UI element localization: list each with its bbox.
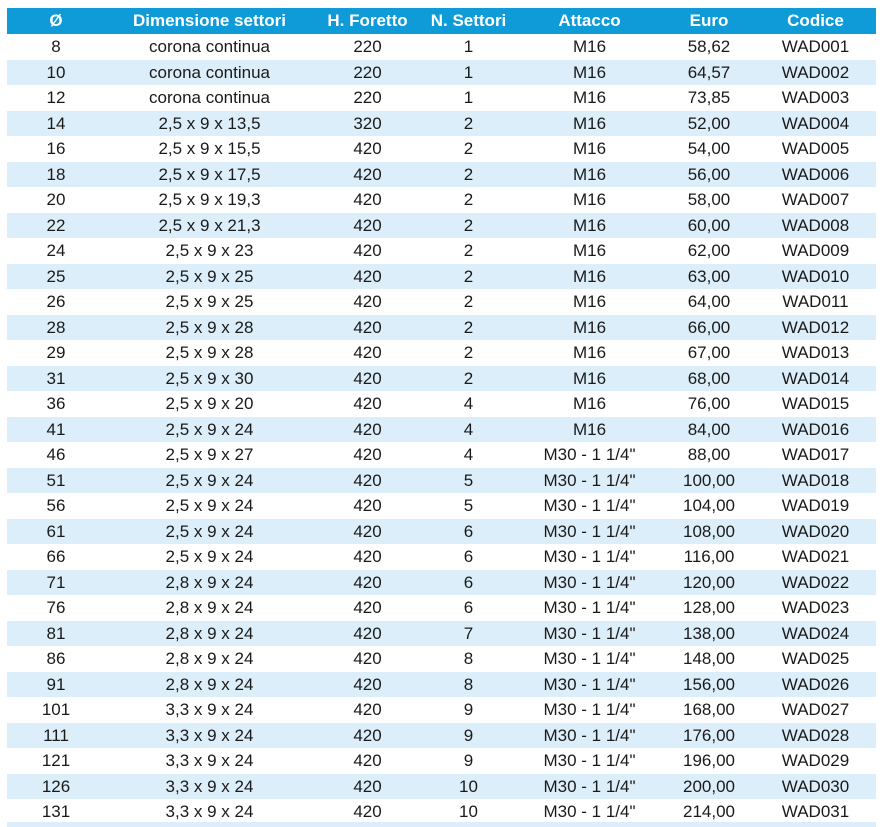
height-cell: 420 [353, 190, 382, 210]
sector-size-cell: 2,5 x 9 x 21,3 [105, 213, 314, 239]
code-cell: WAD023 [781, 598, 850, 618]
price-cell: 200,00 [663, 774, 755, 800]
price-cell: 84,00 [663, 417, 755, 443]
height-cell: 420 [353, 394, 382, 414]
height-cell: 420 [353, 496, 382, 516]
attachment-cell: M16 [516, 264, 663, 290]
sector-size-cell: 2,8 x 9 x 24 [105, 570, 314, 596]
sector-size-cell: corona continua [149, 37, 270, 57]
code-cell: WAD017 [781, 445, 850, 465]
attachment-cell: M30 - 1 1/4" [516, 672, 663, 698]
code-cell: WAD005 [781, 139, 850, 159]
sector-count-cell: 6 [421, 570, 516, 596]
attachment-cell: M30 - 1 1/4" [543, 802, 636, 822]
attachment-cell: M30 - 1 1/4" [543, 496, 636, 516]
sector-count-cell: 2 [463, 190, 474, 210]
attachment-cell: M30 - 1 1/4" [543, 598, 636, 618]
sector-size-cell: 2,5 x 9 x 17,5 [105, 162, 314, 188]
sector-count-cell: 2 [463, 139, 474, 159]
diameter-cell: 8 [51, 37, 61, 57]
table-row [7, 34, 876, 60]
price-cell: 66,00 [663, 315, 755, 341]
sector-count-cell: 2 [421, 264, 516, 290]
sector-count-cell: 2 [463, 292, 474, 312]
height-cell: 420 [314, 621, 421, 647]
attachment-cell: M16 [516, 111, 663, 137]
attachment-cell: M30 - 1 1/4" [543, 649, 636, 669]
height-cell: 420 [353, 241, 382, 261]
sector-size-cell: 3,3 x 9 x 24 [105, 774, 314, 800]
code-cell: WAD014 [755, 366, 876, 392]
price-table [7, 8, 876, 825]
diameter-cell: 14 [7, 111, 105, 137]
sector-size-cell: corona continua [105, 60, 314, 86]
code-cell: WAD010 [755, 264, 876, 290]
sector-size-cell: 2,8 x 9 x 24 [165, 649, 254, 669]
sector-count-cell: 9 [463, 700, 474, 720]
sector-size-cell: 2,8 x 9 x 24 [105, 621, 314, 647]
diameter-cell: 86 [46, 649, 66, 669]
code-cell: WAD007 [781, 190, 850, 210]
sector-size-cell: 2,5 x 9 x 25 [165, 292, 254, 312]
height-cell: 420 [353, 751, 382, 771]
sector-count-cell: 2 [421, 162, 516, 188]
sector-count-cell: 9 [463, 751, 474, 771]
sector-size-cell: 2,8 x 9 x 24 [165, 598, 254, 618]
diameter-cell: 51 [7, 468, 105, 494]
price-cell: 156,00 [663, 672, 755, 698]
table-row [7, 774, 876, 800]
height-cell: 420 [314, 723, 421, 749]
price-cell: 67,00 [687, 343, 731, 363]
diameter-cell: 28 [7, 315, 105, 341]
sector-count-cell: 5 [421, 468, 516, 494]
code-cell: WAD009 [781, 241, 850, 261]
table-row [7, 85, 876, 111]
diameter-cell: 25 [7, 264, 105, 290]
table-row [7, 289, 876, 315]
diameter-cell: 24 [46, 241, 66, 261]
height-cell: 420 [314, 315, 421, 341]
attachment-cell: M16 [572, 394, 607, 414]
code-cell: WAD006 [755, 162, 876, 188]
diameter-cell: 81 [7, 621, 105, 647]
table-row [7, 391, 876, 417]
table-bottom-strip [7, 822, 876, 827]
diameter-cell: 26 [46, 292, 66, 312]
attachment-cell: M16 [572, 37, 607, 57]
diameter-cell: 41 [7, 417, 105, 443]
code-cell: WAD022 [755, 570, 876, 596]
code-cell: WAD015 [781, 394, 850, 414]
height-cell: 420 [314, 366, 421, 392]
header-sector-size: Dimensione settori [105, 8, 314, 34]
attachment-cell: M16 [516, 162, 663, 188]
attachment-cell: M30 - 1 1/4" [543, 445, 636, 465]
price-cell: 62,00 [687, 241, 731, 261]
attachment-cell: M16 [516, 417, 663, 443]
price-cell: 168,00 [683, 700, 735, 720]
sector-size-cell: 2,5 x 9 x 28 [165, 343, 254, 363]
sector-size-cell: 2,5 x 9 x 13,5 [105, 111, 314, 137]
sector-count-cell: 8 [463, 649, 474, 669]
table-row [7, 315, 876, 341]
sector-count-cell: 10 [459, 802, 478, 822]
sector-count-cell: 1 [463, 88, 474, 108]
header-diameter: Ø [7, 8, 105, 34]
price-cell: 138,00 [663, 621, 755, 647]
table-row [7, 417, 876, 443]
table-row [7, 544, 876, 570]
attachment-cell: M30 - 1 1/4" [516, 570, 663, 596]
attachment-cell: M30 - 1 1/4" [516, 621, 663, 647]
sector-count-cell: 4 [421, 417, 516, 443]
table-row [7, 493, 876, 519]
code-cell: WAD028 [755, 723, 876, 749]
sector-size-cell: 2,5 x 9 x 24 [165, 496, 254, 516]
sector-size-cell: 3,3 x 9 x 24 [165, 700, 254, 720]
attachment-cell: M16 [516, 213, 663, 239]
price-cell: 128,00 [683, 598, 735, 618]
attachment-cell: M30 - 1 1/4" [516, 519, 663, 545]
price-cell: 116,00 [683, 547, 735, 567]
header-price: Euro [663, 8, 755, 34]
height-cell: 420 [314, 264, 421, 290]
attachment-cell: M16 [572, 139, 607, 159]
code-cell: WAD026 [755, 672, 876, 698]
header-code: Codice [755, 8, 876, 34]
code-cell: WAD024 [755, 621, 876, 647]
diameter-cell: 56 [46, 496, 66, 516]
attachment-cell: M30 - 1 1/4" [516, 723, 663, 749]
attachment-cell: M16 [572, 292, 607, 312]
sector-size-cell: 2,5 x 9 x 24 [165, 547, 254, 567]
table-row [7, 264, 876, 290]
height-cell: 420 [353, 139, 382, 159]
diameter-cell: 101 [41, 700, 71, 720]
table-row [7, 366, 876, 392]
table-row [7, 162, 876, 188]
diameter-cell: 91 [7, 672, 105, 698]
table-row [7, 213, 876, 239]
code-cell: WAD030 [755, 774, 876, 800]
sector-count-cell: 10 [421, 774, 516, 800]
diameter-cell: 36 [46, 394, 66, 414]
diameter-cell: 66 [46, 547, 66, 567]
code-cell: WAD012 [755, 315, 876, 341]
height-cell: 420 [314, 519, 421, 545]
table-row [7, 621, 876, 647]
code-cell: WAD025 [781, 649, 850, 669]
table-row [7, 340, 876, 366]
code-cell: WAD021 [781, 547, 850, 567]
diameter-cell: 20 [46, 190, 66, 210]
code-cell: WAD002 [755, 60, 876, 86]
price-cell: 58,00 [687, 190, 731, 210]
table-row [7, 468, 876, 494]
code-cell: WAD011 [782, 292, 849, 312]
price-cell: 100,00 [663, 468, 755, 494]
table-row [7, 519, 876, 545]
diameter-cell: 18 [7, 162, 105, 188]
attachment-cell: M16 [572, 190, 607, 210]
height-cell: 420 [353, 649, 382, 669]
diameter-cell: 22 [7, 213, 105, 239]
price-cell: 108,00 [663, 519, 755, 545]
sector-size-cell: 2,5 x 9 x 19,3 [158, 190, 261, 210]
price-cell: 88,00 [687, 445, 731, 465]
price-cell: 56,00 [663, 162, 755, 188]
sector-size-cell: 2,5 x 9 x 25 [105, 264, 314, 290]
sector-count-cell: 2 [421, 366, 516, 392]
code-cell: WAD003 [781, 88, 850, 108]
height-cell: 420 [314, 774, 421, 800]
diameter-cell: 29 [46, 343, 66, 363]
table-header-row [7, 8, 876, 34]
sector-count-cell: 4 [463, 394, 474, 414]
height-cell: 220 [353, 37, 382, 57]
sector-count-cell: 1 [463, 37, 474, 57]
sector-size-cell: 2,5 x 9 x 23 [165, 241, 254, 261]
header-attachment: Attacco [516, 8, 663, 34]
diameter-cell: 126 [7, 774, 105, 800]
attachment-cell: M16 [516, 366, 663, 392]
code-cell: WAD031 [781, 802, 850, 822]
table-body [7, 34, 876, 825]
height-cell: 420 [353, 343, 382, 363]
height-cell: 420 [353, 547, 382, 567]
height-cell: 420 [353, 292, 382, 312]
header-height: H. Foretto [314, 8, 421, 34]
table-row [7, 111, 876, 137]
sector-size-cell: 3,3 x 9 x 24 [105, 723, 314, 749]
height-cell: 420 [314, 672, 421, 698]
price-cell: 104,00 [683, 496, 735, 516]
attachment-cell: M16 [516, 60, 663, 86]
sector-count-cell: 7 [421, 621, 516, 647]
height-cell: 420 [314, 417, 421, 443]
table-row [7, 723, 876, 749]
sector-count-cell: 1 [421, 60, 516, 86]
table-row [7, 595, 876, 621]
sector-size-cell: 2,5 x 9 x 24 [105, 417, 314, 443]
price-cell: 64,57 [663, 60, 755, 86]
code-cell: WAD001 [781, 37, 850, 57]
sector-count-cell: 6 [463, 547, 474, 567]
diameter-cell: 131 [41, 802, 71, 822]
diameter-cell: 61 [7, 519, 105, 545]
price-cell: 52,00 [663, 111, 755, 137]
table-row [7, 60, 876, 86]
code-cell: WAD013 [781, 343, 850, 363]
price-cell: 196,00 [683, 751, 735, 771]
height-cell: 420 [314, 213, 421, 239]
attachment-cell: M30 - 1 1/4" [543, 751, 636, 771]
height-cell: 420 [353, 802, 382, 822]
sector-size-cell: 2,5 x 9 x 28 [105, 315, 314, 341]
attachment-cell: M16 [572, 241, 607, 261]
diameter-cell: 46 [46, 445, 66, 465]
table-row [7, 799, 876, 825]
sector-size-cell: corona continua [149, 88, 270, 108]
attachment-cell: M30 - 1 1/4" [516, 774, 663, 800]
height-cell: 420 [314, 468, 421, 494]
attachment-cell: M30 - 1 1/4" [516, 468, 663, 494]
sector-count-cell: 8 [421, 672, 516, 698]
height-cell: 420 [353, 445, 382, 465]
sector-count-cell: 4 [463, 445, 474, 465]
diameter-cell: 10 [7, 60, 105, 86]
price-cell: 63,00 [663, 264, 755, 290]
height-cell: 420 [353, 700, 382, 720]
price-cell: 54,00 [687, 139, 731, 159]
sector-count-cell: 2 [421, 213, 516, 239]
sector-count-cell: 2 [463, 241, 474, 261]
attachment-cell: M16 [572, 88, 607, 108]
code-cell: WAD029 [781, 751, 850, 771]
sector-count-cell: 5 [463, 496, 474, 516]
table-row [7, 442, 876, 468]
diameter-cell: 16 [46, 139, 66, 159]
sector-size-cell: 3,3 x 9 x 24 [165, 751, 254, 771]
code-cell: WAD018 [755, 468, 876, 494]
diameter-cell: 71 [7, 570, 105, 596]
diameter-cell: 121 [41, 751, 71, 771]
attachment-cell: M16 [516, 315, 663, 341]
code-cell: WAD020 [755, 519, 876, 545]
sector-count-cell: 6 [463, 598, 474, 618]
table-row [7, 238, 876, 264]
table-row [7, 570, 876, 596]
sector-count-cell: 2 [463, 343, 474, 363]
sector-size-cell: 3,3 x 9 x 24 [165, 802, 254, 822]
diameter-cell: 12 [46, 88, 66, 108]
price-cell: 60,00 [663, 213, 755, 239]
header-sector-count: N. Settori [421, 8, 516, 34]
table-row [7, 136, 876, 162]
code-cell: WAD027 [781, 700, 850, 720]
price-cell: 148,00 [683, 649, 735, 669]
price-cell: 120,00 [663, 570, 755, 596]
sector-size-cell: 2,5 x 9 x 15,5 [158, 139, 261, 159]
table-row [7, 672, 876, 698]
attachment-cell: M16 [572, 343, 607, 363]
sector-count-cell: 9 [421, 723, 516, 749]
sector-size-cell: 2,8 x 9 x 24 [105, 672, 314, 698]
diameter-cell: 31 [7, 366, 105, 392]
price-cell: 76,00 [687, 394, 731, 414]
table-row [7, 646, 876, 672]
price-cell: 176,00 [663, 723, 755, 749]
diameter-cell: 111 [7, 723, 105, 749]
height-cell: 420 [314, 570, 421, 596]
diameter-cell: 76 [46, 598, 66, 618]
sector-size-cell: 2,5 x 9 x 30 [105, 366, 314, 392]
sector-size-cell: 2,5 x 9 x 24 [105, 468, 314, 494]
height-cell: 220 [353, 88, 382, 108]
sector-size-cell: 2,5 x 9 x 20 [165, 394, 254, 414]
table-row [7, 697, 876, 723]
sector-count-cell: 2 [421, 111, 516, 137]
code-cell: WAD004 [755, 111, 876, 137]
height-cell: 220 [314, 60, 421, 86]
price-cell: 68,00 [663, 366, 755, 392]
sector-count-cell: 2 [421, 315, 516, 341]
height-cell: 420 [353, 598, 382, 618]
price-cell: 58,62 [687, 37, 731, 57]
price-cell: 73,85 [687, 88, 731, 108]
height-cell: 420 [314, 162, 421, 188]
code-cell: WAD019 [781, 496, 850, 516]
sector-size-cell: 2,5 x 9 x 24 [105, 519, 314, 545]
sector-size-cell: 2,5 x 9 x 27 [165, 445, 254, 465]
table-row [7, 187, 876, 213]
attachment-cell: M30 - 1 1/4" [543, 547, 636, 567]
height-cell: 320 [314, 111, 421, 137]
attachment-cell: M30 - 1 1/4" [543, 700, 636, 720]
code-cell: WAD016 [755, 417, 876, 443]
price-cell: 64,00 [687, 292, 731, 312]
code-cell: WAD008 [755, 213, 876, 239]
price-cell: 214,00 [683, 802, 735, 822]
sector-count-cell: 6 [421, 519, 516, 545]
table-row [7, 748, 876, 774]
